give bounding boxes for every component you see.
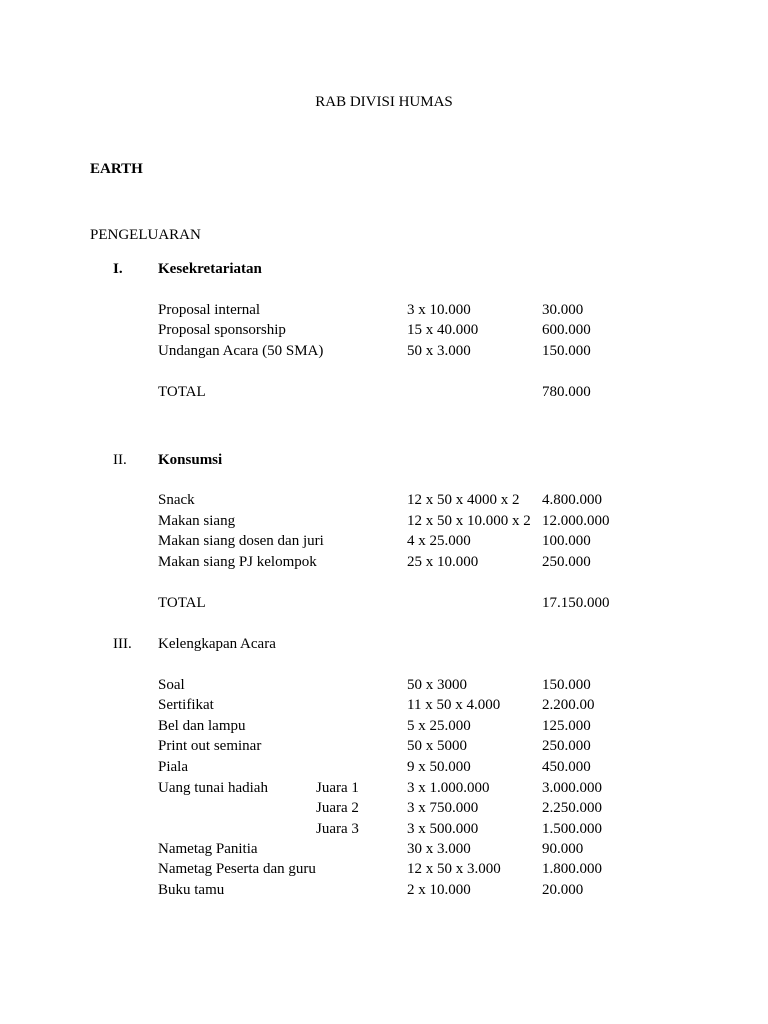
item-name: Makan siang dosen dan juri	[158, 533, 324, 549]
item-calculation: 3 x 500.000	[407, 821, 479, 837]
item-amount: 4.800.000	[542, 492, 602, 508]
section-1-header	[0, 259, 768, 279]
section-heading: Konsumsi	[158, 452, 223, 468]
item-calculation: 50 x 3.000	[407, 343, 471, 359]
item-amount: 2.250.000	[542, 800, 602, 816]
item-name: Soal	[158, 677, 185, 693]
item-name: Buku tamu	[158, 882, 225, 898]
item-calculation: 5 x 25.000	[407, 718, 471, 734]
item-amount: 250.000	[542, 554, 591, 570]
section-2-header	[0, 450, 768, 470]
item-amount: 30.000	[542, 302, 584, 318]
item-amount: 1.800.000	[542, 861, 602, 877]
item-calculation: 3 x 10.000	[407, 302, 471, 318]
table-row	[0, 675, 768, 695]
item-name: Piala	[158, 759, 188, 775]
item-calculation: 12 x 50 x 10.000 x 2	[407, 513, 531, 529]
item-name: Nametag Peserta dan guru	[158, 861, 316, 877]
total-row	[0, 593, 768, 613]
item-subcategory: Juara 2	[316, 800, 359, 816]
table-row	[0, 798, 768, 818]
item-name: Undangan Acara (50 SMA)	[158, 343, 324, 359]
item-amount: 600.000	[542, 322, 591, 338]
item-name: Makan siang	[158, 513, 236, 529]
section-number: I.	[113, 261, 123, 277]
table-row	[0, 300, 768, 320]
organization-name: EARTH	[90, 161, 143, 177]
item-name: Bel dan lampu	[158, 718, 246, 734]
item-amount: 90.000	[542, 841, 584, 857]
section-heading: Kesekretariatan	[158, 261, 262, 277]
section-heading: Kelengkapan Acara	[158, 636, 276, 652]
section-number: III.	[113, 636, 132, 652]
item-name: Proposal sponsorship	[158, 322, 286, 338]
item-amount: 125.000	[542, 718, 591, 734]
item-amount: 2.200.00	[542, 697, 595, 713]
item-calculation: 3 x 1.000.000	[407, 780, 490, 796]
table-row	[0, 880, 768, 900]
item-amount: 12.000.000	[542, 513, 610, 529]
item-name: Nametag Panitia	[158, 841, 258, 857]
table-row	[0, 490, 768, 510]
item-calculation: 30 x 3.000	[407, 841, 471, 857]
table-row	[0, 839, 768, 859]
table-row	[0, 552, 768, 572]
item-calculation: 12 x 50 x 3.000	[407, 861, 501, 877]
item-name: Sertifikat	[158, 697, 214, 713]
item-calculation: 2 x 10.000	[407, 882, 471, 898]
total-label: TOTAL	[158, 384, 206, 400]
item-calculation: 12 x 50 x 4000 x 2	[407, 492, 520, 508]
item-calculation: 4 x 25.000	[407, 533, 471, 549]
item-amount: 250.000	[542, 738, 591, 754]
item-calculation: 50 x 5000	[407, 738, 467, 754]
table-row	[0, 716, 768, 736]
total-label: TOTAL	[158, 595, 206, 611]
item-amount: 1.500.000	[542, 821, 602, 837]
table-row	[0, 320, 768, 340]
table-row	[0, 859, 768, 879]
item-subcategory: Juara 1	[316, 780, 359, 796]
item-name: Proposal internal	[158, 302, 261, 318]
item-name: Print out seminar	[158, 738, 262, 754]
table-row	[0, 757, 768, 777]
document-title: RAB DIVISI HUMAS	[315, 94, 453, 110]
section-3-header	[0, 634, 768, 654]
table-row	[0, 531, 768, 551]
table-row	[0, 511, 768, 531]
item-calculation: 3 x 750.000	[407, 800, 479, 816]
total-amount: 17.150.000	[542, 595, 610, 611]
item-calculation: 15 x 40.000	[407, 322, 479, 338]
category-heading: PENGELUARAN	[90, 227, 201, 243]
item-amount: 100.000	[542, 533, 591, 549]
table-row	[0, 736, 768, 756]
table-row	[0, 778, 768, 798]
item-amount: 150.000	[542, 343, 591, 359]
item-amount: 20.000	[542, 882, 584, 898]
item-name: Snack	[158, 492, 195, 508]
item-calculation: 9 x 50.000	[407, 759, 471, 775]
table-row	[0, 341, 768, 361]
item-name: Makan siang PJ kelompok	[158, 554, 317, 570]
table-row	[0, 695, 768, 715]
item-amount: 3.000.000	[542, 780, 602, 796]
item-subcategory: Juara 3	[316, 821, 359, 837]
item-name: Uang tunai hadiah	[158, 780, 268, 796]
item-calculation: 50 x 3000	[407, 677, 467, 693]
total-row	[0, 382, 768, 402]
item-amount: 150.000	[542, 677, 591, 693]
item-calculation: 11 x 50 x 4.000	[407, 697, 501, 713]
item-calculation: 25 x 10.000	[407, 554, 479, 570]
section-number: II.	[113, 452, 127, 468]
table-row	[0, 819, 768, 839]
item-amount: 450.000	[542, 759, 591, 775]
total-amount: 780.000	[542, 384, 591, 400]
